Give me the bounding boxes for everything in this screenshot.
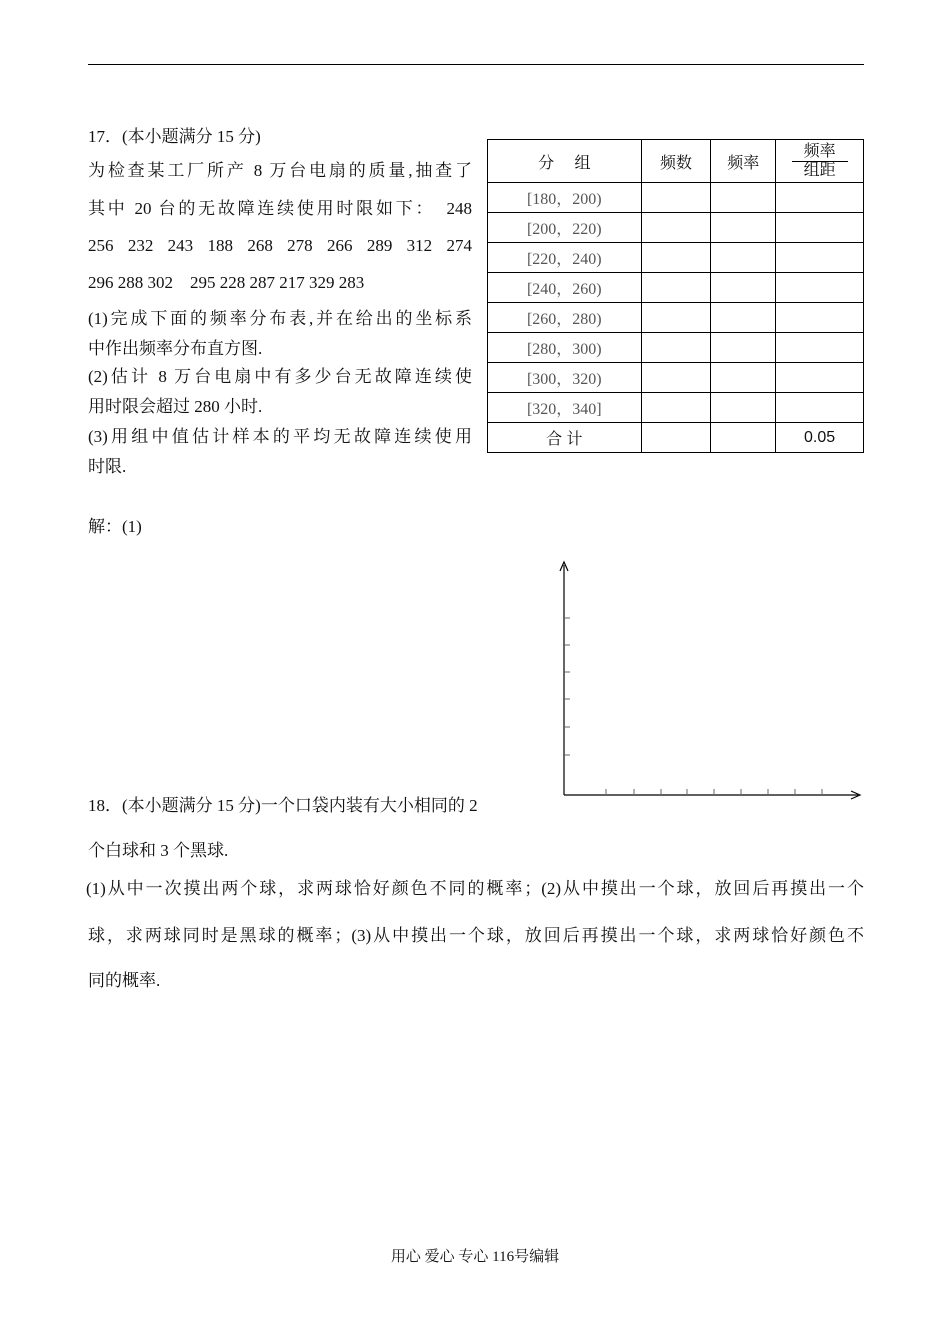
solution-label: 解：(1) xyxy=(88,517,142,536)
count-cell xyxy=(641,273,711,303)
frequency-cell xyxy=(711,363,776,393)
density-cell xyxy=(776,303,864,333)
density-cell xyxy=(776,243,864,273)
header-rule xyxy=(88,64,864,65)
q17-line-10: 时限. xyxy=(88,457,127,476)
density-cell xyxy=(776,273,864,303)
q17-line-4: 296 288 302 295 228 287 217 329 283 xyxy=(88,273,365,292)
interval-cell: [280，300) xyxy=(488,333,642,363)
count-cell xyxy=(641,363,711,393)
q18-line-3: 球，求两球同时是黑球的概率；(3)从中摸出一个球，放回后再摸出一个球，求两球恰好颜色不 xyxy=(88,926,864,945)
table-row xyxy=(488,243,864,273)
table-row xyxy=(488,273,864,303)
density-cell xyxy=(776,393,864,423)
q18-heading: 18．(本小题满分 15 分)一个口袋内装有大小相同的 2 xyxy=(88,796,478,815)
q17-heading: 17．(本小题满分 15 分) xyxy=(88,127,261,146)
total-label: 合 计 xyxy=(488,423,642,453)
count-cell xyxy=(641,243,711,273)
q17-line-6: 中作出频率分布直方图. xyxy=(88,339,263,358)
interval-cell: [240，260) xyxy=(488,273,642,303)
q17-line-5: (1)完成下面的频率分布表,并在给出的坐标系 xyxy=(88,309,472,328)
total-frequency xyxy=(711,423,776,453)
q17-line-1: 为检查某工厂所产 8 万台电扇的质量,抽查了 xyxy=(88,161,472,180)
count-cell xyxy=(641,303,711,333)
table-row xyxy=(488,183,864,213)
count-cell xyxy=(641,333,711,363)
frequency-table xyxy=(487,139,864,453)
frequency-cell xyxy=(711,303,776,333)
frequency-cell xyxy=(711,243,776,273)
density-cell xyxy=(776,333,864,363)
table-row xyxy=(488,333,864,363)
table-header-row xyxy=(488,140,864,183)
header-count: 频数 xyxy=(641,140,711,183)
total-density: 0.05 xyxy=(776,423,864,453)
interval-cell: [260，280) xyxy=(488,303,642,333)
density-cell xyxy=(776,363,864,393)
interval-cell: [200，220) xyxy=(488,213,642,243)
density-cell xyxy=(776,183,864,213)
table-row xyxy=(488,393,864,423)
q17-line-9: (3)用组中值估计样本的平均无故障连续使用 xyxy=(88,427,472,446)
density-fraction xyxy=(792,143,848,180)
interval-cell: [220，240) xyxy=(488,243,642,273)
table-row xyxy=(488,213,864,243)
interval-cell: [300，320) xyxy=(488,363,642,393)
q18-line-4: 同的概率. xyxy=(88,971,161,990)
header-group: 分 组 xyxy=(488,140,642,183)
q17-line-8: 用时限会超过 280 小时. xyxy=(88,397,263,416)
count-cell xyxy=(641,393,711,423)
y-axis-ticks xyxy=(564,618,570,755)
q18-line-1: 个白球和 3 个黑球. xyxy=(88,841,229,860)
page-footer: 用心 爱心 专心 116号编辑 xyxy=(390,1249,560,1265)
q17-line-2: 其中 20 台的无故障连续使用时限如下： 248 xyxy=(88,199,472,218)
interval-cell: [180，200) xyxy=(488,183,642,213)
q17-line-7: (2)估计 8 万台电扇中有多少台无故障连续使 xyxy=(88,367,472,386)
density-numerator: 频率 xyxy=(792,143,848,162)
frequency-cell xyxy=(711,333,776,363)
count-cell xyxy=(641,183,711,213)
header-density xyxy=(776,140,864,183)
table-row xyxy=(488,363,864,393)
frequency-cell xyxy=(711,183,776,213)
histogram-axes xyxy=(555,555,867,805)
density-cell xyxy=(776,213,864,243)
frequency-cell xyxy=(711,213,776,243)
q18-line-2: (1)从中一次摸出两个球，求两球恰好颜色不同的概率；(2)从中摸出一个球，放回后再摸出一个 xyxy=(86,879,864,898)
count-cell xyxy=(641,213,711,243)
x-axis-ticks xyxy=(606,789,822,795)
total-count xyxy=(641,423,711,453)
frequency-cell xyxy=(711,273,776,303)
interval-cell: [320，340] xyxy=(488,393,642,423)
header-frequency: 频率 xyxy=(711,140,776,183)
q17-line-3: 256 232 243 188 268 278 266 289 312 274 xyxy=(88,236,472,255)
table-row xyxy=(488,303,864,333)
table-total-row xyxy=(488,423,864,453)
density-denominator: 组距 xyxy=(803,161,836,179)
frequency-cell xyxy=(711,393,776,423)
